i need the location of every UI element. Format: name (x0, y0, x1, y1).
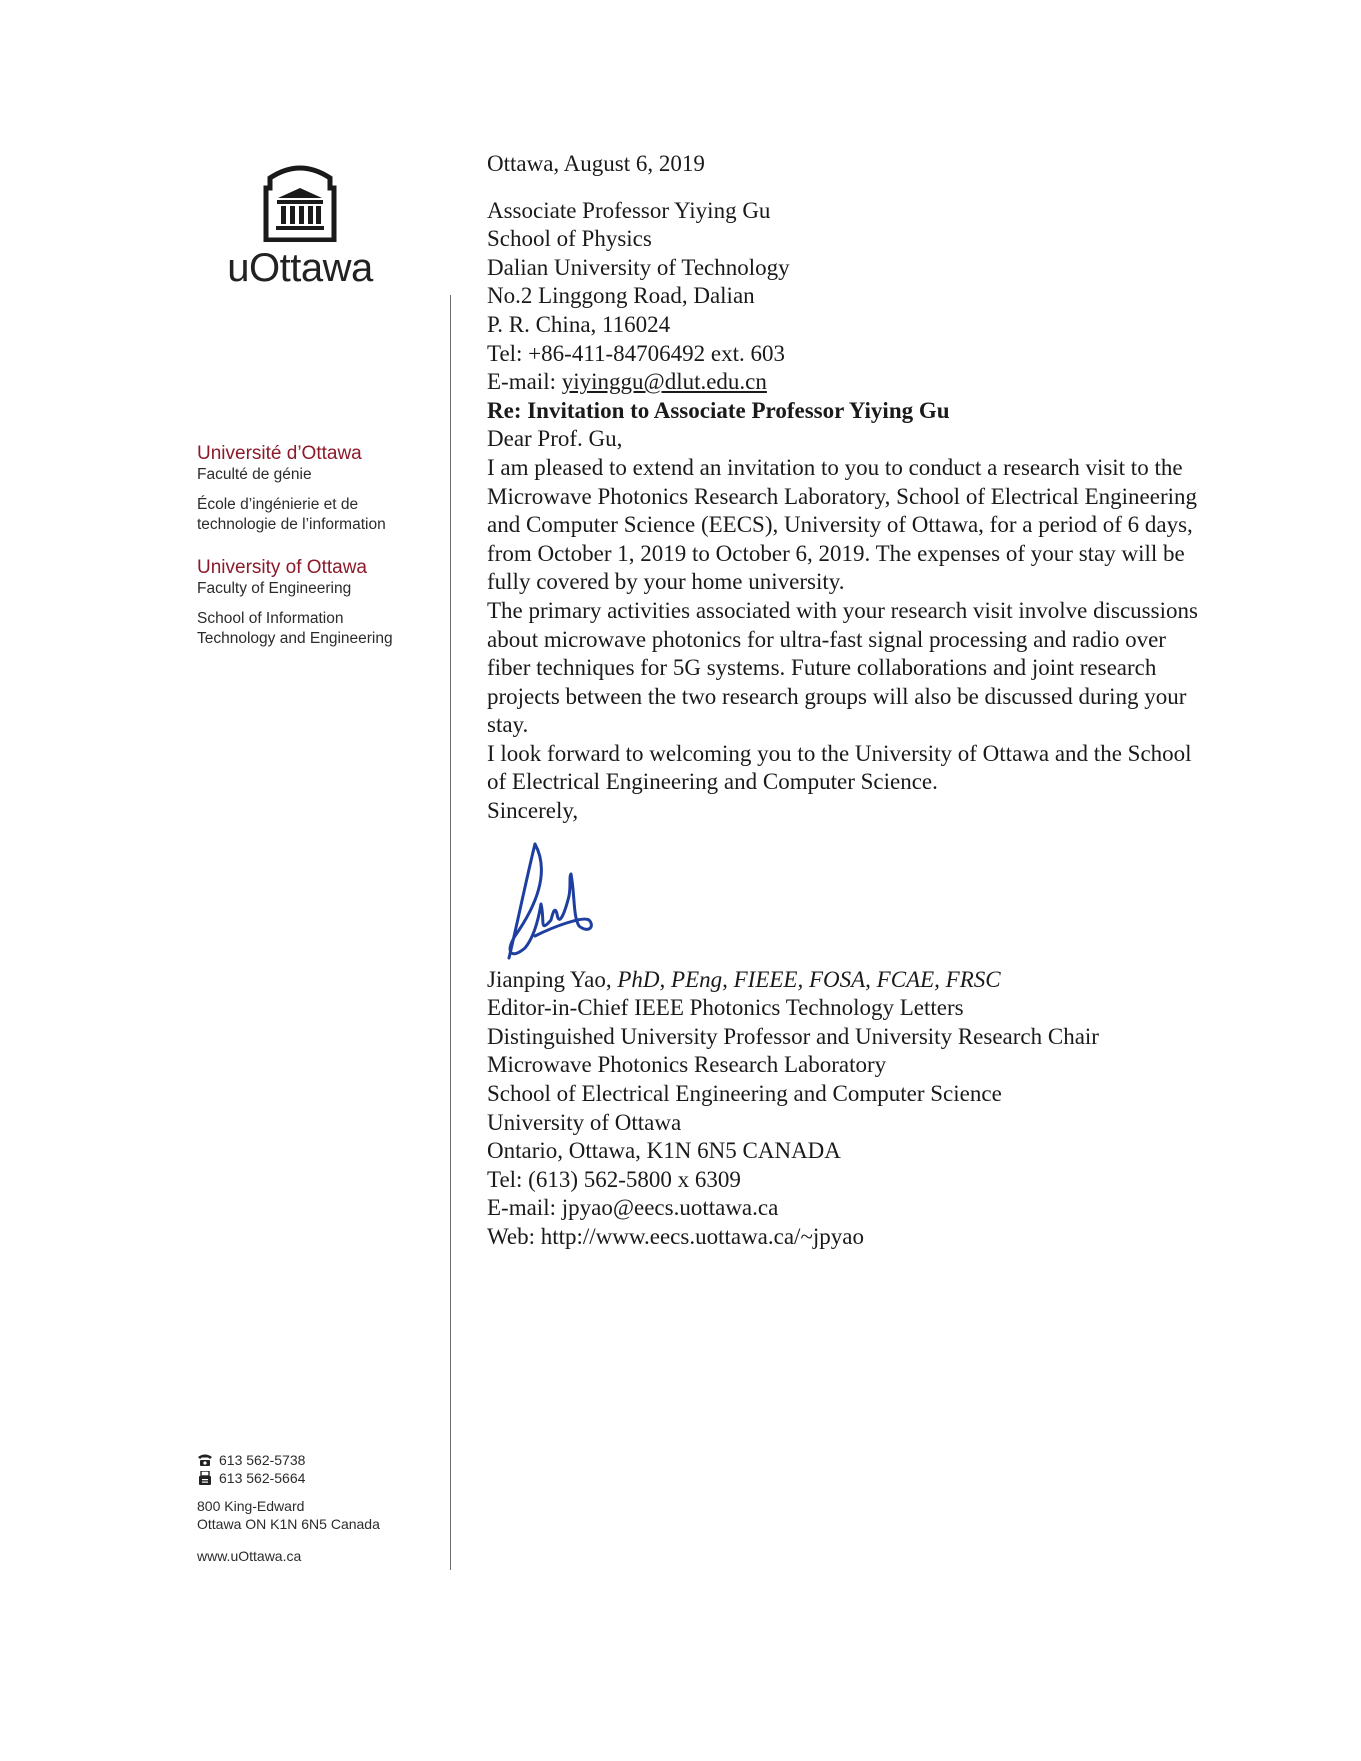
salutation: Dear Prof. Gu, (487, 426, 623, 452)
recipient-email-link[interactable]: yiyinggu@dlut.edu.cn (561, 369, 767, 395)
institution-en (197, 557, 393, 649)
institution-fr-school-line2: technologie de l’information (197, 516, 386, 533)
signer-web[interactable]: Web: http://www.eecs.uottawa.ca/~jpyao (487, 1224, 864, 1249)
fax-number: 613 562-5664 (219, 1470, 306, 1486)
signer-line2: Distinguished University Professor and University Research Chair (487, 1023, 1099, 1049)
university-building-icon (260, 160, 340, 242)
signer-tel: Tel: (613) 562-5800 x 6309 (487, 1166, 741, 1192)
recipient-street: No.2 Linggong Road, Dalian (487, 283, 755, 309)
signer-credentials: PhD, PEng, FIEEE, FOSA, FCAE, FRSC (611, 966, 1001, 992)
phone-number: 613 562-5738 (219, 1452, 306, 1468)
address-line1: 800 King-Edward (197, 1498, 305, 1514)
recipient-email-line (487, 368, 1207, 397)
closing: Sincerely, (487, 798, 579, 824)
phone-row (197, 1451, 380, 1469)
address-line2: Ottawa ON K1N 6N5 Canada (197, 1516, 380, 1532)
institution-en-school-line1: School of Information (197, 610, 344, 627)
telephone-icon (197, 1453, 213, 1467)
institution-en-school-line2: Technology and Engineering (197, 630, 393, 647)
institution-en-name: University of Ottawa (197, 557, 367, 578)
institution-fr (197, 443, 386, 535)
signer-line6: Ontario, Ottawa, K1N 6N5 CANADA (487, 1138, 841, 1164)
fax-row (197, 1469, 380, 1487)
recipient-university: Dalian University of Technology (487, 254, 790, 280)
institution-en-faculty: Faculty of Engineering (197, 580, 352, 597)
recipient-dept: School of Physics (487, 226, 652, 252)
signer-line3: Microwave Photonics Research Laboratory (487, 1052, 887, 1078)
university-logo (200, 160, 400, 291)
signer-line4: School of Electrical Engineering and Computer Science (487, 1081, 1002, 1107)
signer-name-line (487, 966, 1207, 995)
letter-date: Ottawa, August 6, 2019 (487, 151, 705, 176)
fax-icon (197, 1471, 213, 1485)
vertical-divider (450, 295, 451, 1570)
recipient-email-label: E-mail: (487, 369, 562, 395)
paragraph-3: I look forward to welcoming you to the University of Ottawa and the School of Electrical Engineering and Computer Science. (487, 740, 1192, 795)
recipient-name: Associate Professor Yiying Gu (487, 197, 771, 223)
signer-name: Jianping Yao, (487, 966, 612, 992)
letter-body (487, 150, 1207, 1252)
signer-line5: University of Ottawa (487, 1109, 682, 1135)
handwritten-signature (495, 836, 605, 966)
recipient-tel: Tel: +86-411-84706492 ext. 603 (487, 340, 785, 366)
recipient-country: P. R. China, 116024 (487, 311, 671, 337)
institution-fr-school-line1: École d’ingénierie et de (197, 496, 359, 513)
institution-fr-name: Université d’Ottawa (197, 443, 362, 464)
paragraph-2: The primary activities associated with your research visit involve discussions about microwave photonics for ultra-fast signal processing and radio over fiber techniques for 5G systems. Future collaborations and joint research projects between the two research groups will also be discussed during your stay. (487, 597, 1198, 738)
recipient-address (487, 197, 1207, 397)
signature-block (487, 966, 1207, 1252)
signer-email[interactable]: E-mail: jpyao@eecs.uottawa.ca (487, 1195, 779, 1221)
website[interactable]: www.uOttawa.ca (197, 1548, 302, 1564)
wordmark: uOttawa (227, 246, 373, 290)
institution-fr-faculty: Faculté de génie (197, 466, 312, 483)
letter-subject: Re: Invitation to Associate Professor Yiying Gu (487, 397, 950, 423)
signer-line1: Editor-in-Chief IEEE Photonics Technology Letters (487, 995, 964, 1021)
contact-block (197, 1451, 380, 1565)
paragraph-1: I am pleased to extend an invitation to you to conduct a research visit to the Microwave Photonics Research Laboratory, School of Electrical Engineering and Computer Science (EECS), University of Ottawa, for a period of 6 days, from October 1, 2019 to October 6, 2019. The expenses of your stay will be fully covered by your home university. (487, 454, 1197, 595)
